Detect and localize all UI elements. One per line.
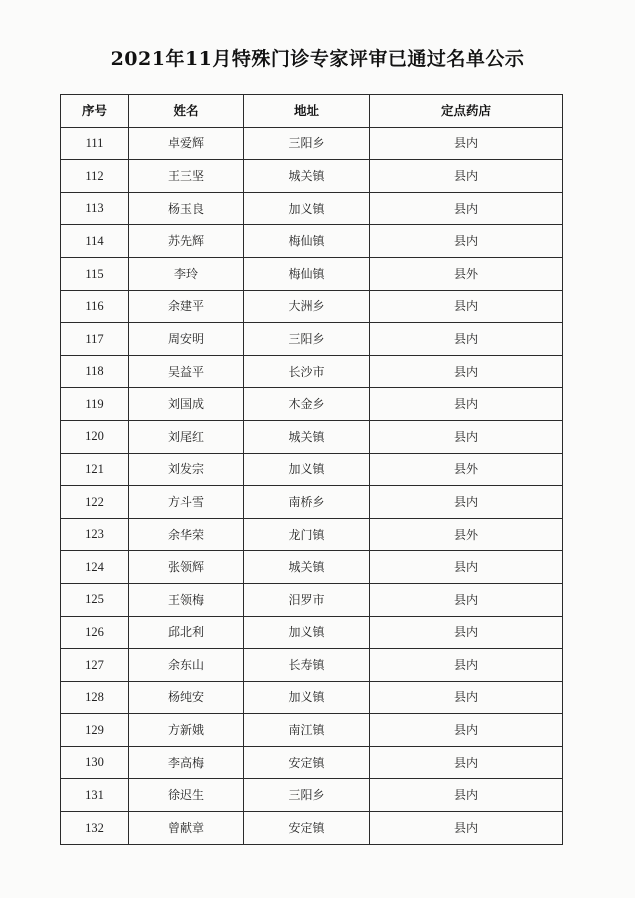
cell-address: 汨罗市 bbox=[244, 583, 370, 616]
table-row bbox=[61, 127, 563, 160]
column-header-index: 序号 bbox=[61, 95, 129, 128]
cell-name: 余东山 bbox=[129, 649, 244, 682]
cell-index: 114 bbox=[61, 225, 129, 258]
cell-name: 李玲 bbox=[129, 257, 244, 290]
cell-name: 余建平 bbox=[129, 290, 244, 323]
cell-index: 113 bbox=[61, 192, 129, 225]
cell-name: 王三坚 bbox=[129, 160, 244, 193]
cell-address: 城关镇 bbox=[244, 160, 370, 193]
table-body bbox=[61, 127, 563, 844]
cell-pharmacy: 县内 bbox=[370, 812, 563, 845]
table-row bbox=[61, 681, 563, 714]
cell-pharmacy: 县外 bbox=[370, 453, 563, 486]
cell-index: 117 bbox=[61, 323, 129, 356]
cell-address: 梅仙镇 bbox=[244, 257, 370, 290]
cell-pharmacy: 县内 bbox=[370, 160, 563, 193]
cell-name: 刘国成 bbox=[129, 388, 244, 421]
cell-pharmacy: 县内 bbox=[370, 551, 563, 584]
cell-index: 126 bbox=[61, 616, 129, 649]
cell-name: 李高梅 bbox=[129, 746, 244, 779]
cell-index: 131 bbox=[61, 779, 129, 812]
table-row bbox=[61, 160, 563, 193]
table-row bbox=[61, 746, 563, 779]
cell-pharmacy: 县外 bbox=[370, 518, 563, 551]
table-row bbox=[61, 257, 563, 290]
cell-name: 刘尾红 bbox=[129, 420, 244, 453]
cell-pharmacy: 县内 bbox=[370, 486, 563, 519]
cell-pharmacy: 县内 bbox=[370, 192, 563, 225]
column-header-name: 姓名 bbox=[129, 95, 244, 128]
table-row bbox=[61, 355, 563, 388]
cell-name: 曾献章 bbox=[129, 812, 244, 845]
page-title: 2021年11月特殊门诊专家评审已通过名单公示 bbox=[110, 48, 525, 70]
cell-name: 杨玉良 bbox=[129, 192, 244, 225]
cell-index: 132 bbox=[61, 812, 129, 845]
cell-pharmacy: 县内 bbox=[370, 681, 563, 714]
cell-pharmacy: 县内 bbox=[370, 649, 563, 682]
cell-address: 加义镇 bbox=[244, 616, 370, 649]
cell-pharmacy: 县内 bbox=[370, 779, 563, 812]
cell-name: 余华荣 bbox=[129, 518, 244, 551]
cell-name: 张领辉 bbox=[129, 551, 244, 584]
table-row bbox=[61, 779, 563, 812]
cell-index: 124 bbox=[61, 551, 129, 584]
cell-index: 116 bbox=[61, 290, 129, 323]
cell-name: 刘发宗 bbox=[129, 453, 244, 486]
cell-index: 128 bbox=[61, 681, 129, 714]
cell-pharmacy: 县内 bbox=[370, 420, 563, 453]
cell-index: 121 bbox=[61, 453, 129, 486]
cell-index: 119 bbox=[61, 388, 129, 421]
cell-name: 周安明 bbox=[129, 323, 244, 356]
column-header-address: 地址 bbox=[244, 95, 370, 128]
cell-name: 卓爱辉 bbox=[129, 127, 244, 160]
cell-address: 加义镇 bbox=[244, 192, 370, 225]
column-header-pharmacy: 定点药店 bbox=[370, 95, 563, 128]
cell-address: 城关镇 bbox=[244, 551, 370, 584]
cell-address: 南江镇 bbox=[244, 714, 370, 747]
cell-address: 安定镇 bbox=[244, 812, 370, 845]
cell-address: 南桥乡 bbox=[244, 486, 370, 519]
table-row bbox=[61, 420, 563, 453]
table-row bbox=[61, 518, 563, 551]
cell-name: 王领梅 bbox=[129, 583, 244, 616]
cell-index: 125 bbox=[61, 583, 129, 616]
cell-address: 长沙市 bbox=[244, 355, 370, 388]
cell-index: 123 bbox=[61, 518, 129, 551]
cell-pharmacy: 县内 bbox=[370, 714, 563, 747]
table-row bbox=[61, 551, 563, 584]
cell-pharmacy: 县内 bbox=[370, 355, 563, 388]
table-row bbox=[61, 714, 563, 747]
cell-address: 安定镇 bbox=[244, 746, 370, 779]
cell-address: 加义镇 bbox=[244, 453, 370, 486]
cell-name: 吴益平 bbox=[129, 355, 244, 388]
cell-name: 徐迟生 bbox=[129, 779, 244, 812]
cell-pharmacy: 县内 bbox=[370, 225, 563, 258]
table-row bbox=[61, 616, 563, 649]
cell-index: 111 bbox=[61, 127, 129, 160]
cell-name: 邱北利 bbox=[129, 616, 244, 649]
cell-address: 三阳乡 bbox=[244, 779, 370, 812]
table-header-row bbox=[61, 95, 563, 128]
cell-address: 加义镇 bbox=[244, 681, 370, 714]
table-row bbox=[61, 649, 563, 682]
table-row bbox=[61, 453, 563, 486]
cell-address: 梅仙镇 bbox=[244, 225, 370, 258]
table-row bbox=[61, 323, 563, 356]
cell-address: 木金乡 bbox=[244, 388, 370, 421]
cell-pharmacy: 县内 bbox=[370, 388, 563, 421]
cell-index: 127 bbox=[61, 649, 129, 682]
cell-index: 118 bbox=[61, 355, 129, 388]
cell-address: 长寿镇 bbox=[244, 649, 370, 682]
table-row bbox=[61, 388, 563, 421]
cell-address: 三阳乡 bbox=[244, 323, 370, 356]
cell-pharmacy: 县内 bbox=[370, 290, 563, 323]
cell-address: 大洲乡 bbox=[244, 290, 370, 323]
cell-pharmacy: 县内 bbox=[370, 323, 563, 356]
approved-list-table bbox=[60, 94, 563, 845]
cell-name: 方新娥 bbox=[129, 714, 244, 747]
table-row bbox=[61, 290, 563, 323]
cell-name: 杨纯安 bbox=[129, 681, 244, 714]
cell-pharmacy: 县内 bbox=[370, 583, 563, 616]
cell-address: 三阳乡 bbox=[244, 127, 370, 160]
cell-index: 112 bbox=[61, 160, 129, 193]
cell-name: 苏先辉 bbox=[129, 225, 244, 258]
cell-index: 122 bbox=[61, 486, 129, 519]
table-row bbox=[61, 486, 563, 519]
cell-name: 方斗雪 bbox=[129, 486, 244, 519]
cell-index: 115 bbox=[61, 257, 129, 290]
cell-index: 129 bbox=[61, 714, 129, 747]
cell-address: 城关镇 bbox=[244, 420, 370, 453]
table-row bbox=[61, 225, 563, 258]
cell-pharmacy: 县外 bbox=[370, 257, 563, 290]
cell-index: 130 bbox=[61, 746, 129, 779]
cell-address: 龙门镇 bbox=[244, 518, 370, 551]
cell-pharmacy: 县内 bbox=[370, 746, 563, 779]
table-row bbox=[61, 192, 563, 225]
table-row bbox=[61, 583, 563, 616]
cell-pharmacy: 县内 bbox=[370, 616, 563, 649]
cell-index: 120 bbox=[61, 420, 129, 453]
table-row bbox=[61, 812, 563, 845]
cell-pharmacy: 县内 bbox=[370, 127, 563, 160]
